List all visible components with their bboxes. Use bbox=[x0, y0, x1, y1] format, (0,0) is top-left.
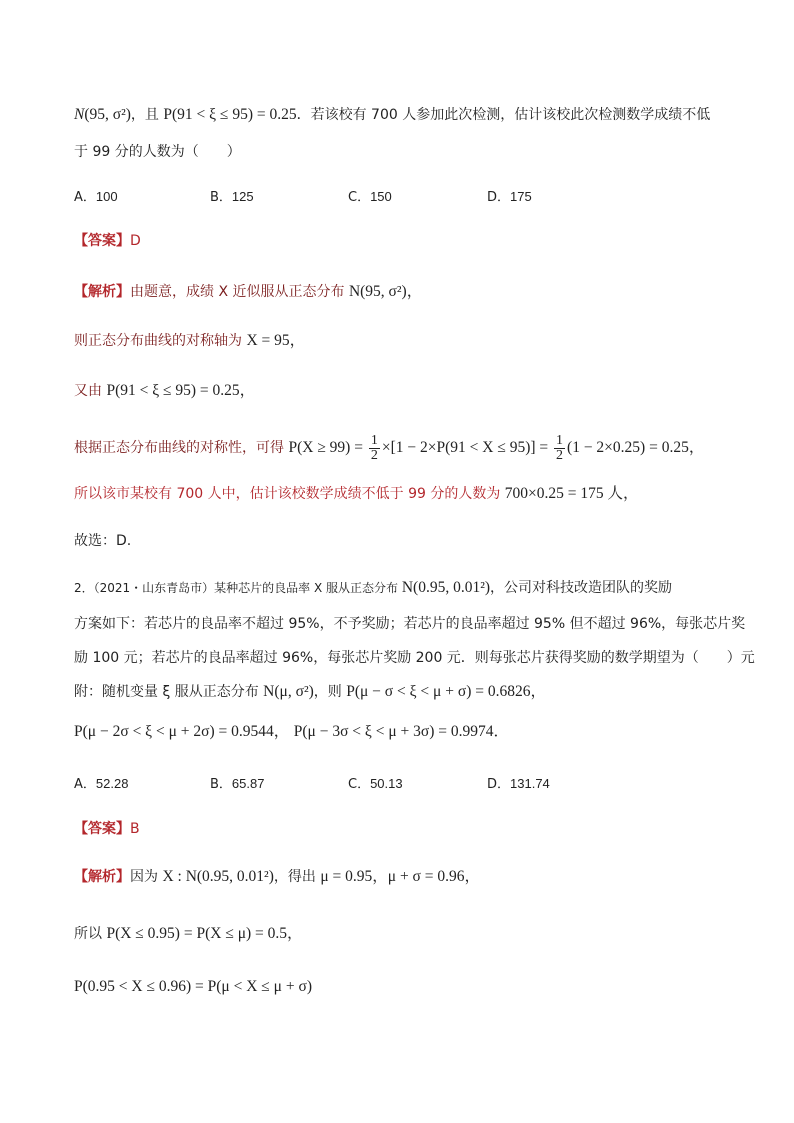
fraction-half-2: $\frac{1}{2}$ bbox=[556, 432, 564, 463]
analysis-tag: 【解析】 bbox=[74, 869, 130, 885]
q2-option-a: A．52.28 bbox=[74, 776, 129, 792]
q2-stem-line-5: P(μ − 2σ < ξ < μ + 2σ) = 0.9544， P(μ − 3σ < ξ < μ + 3σ) = 0.9974． bbox=[74, 723, 510, 740]
q1-stem-line-2: 于 99 分的人数为（ ） bbox=[74, 144, 241, 160]
fraction-half-1: $\frac{1}{2}$ bbox=[370, 432, 378, 463]
q1-dist-symbol: N bbox=[74, 106, 85, 123]
q2-stem-line-2: 方案如下：若芯片的良品率不超过 95%，不予奖励；若芯片的良品率超过 95% 但不超过 96%，每张芯片奖 bbox=[74, 616, 746, 632]
q1-option-c: C．150 bbox=[348, 189, 392, 205]
q1-conclusion: 故选：D. bbox=[74, 533, 132, 549]
answer-value: B bbox=[130, 821, 140, 837]
q2-stem-line-1: 2．（2021・山东青岛市）某种芯片的良品率 X 服从正态分布 N(0.95, 0.01²)，公司对科技改造团队的奖励 bbox=[74, 579, 673, 596]
q1-analysis-3: 又由 P(91 < ξ ≤ 95) = 0.25， bbox=[74, 382, 256, 399]
q2-option-d: D．131.74 bbox=[487, 776, 550, 792]
analysis-tag: 【解析】 bbox=[74, 284, 130, 300]
q2-option-b: B．65.87 bbox=[210, 776, 265, 792]
q2-stem-line-4: 附：随机变量 ξ 服从正态分布 N(μ, σ²)，则 P(μ − σ < ξ < μ + σ) = 0.6826， bbox=[74, 683, 546, 700]
q2-analysis-3: P(0.95 < X ≤ 0.96) = P(μ < X ≤ μ + σ) bbox=[74, 978, 312, 995]
q1-analysis-2: 则正态分布曲线的对称轴为 X = 95， bbox=[74, 332, 306, 349]
q1-option-d: D．175 bbox=[487, 189, 532, 205]
answer-tag: 【答案】 bbox=[74, 821, 130, 837]
q2-answer bbox=[74, 819, 140, 839]
q1-analysis-5: 所以该市某校有 700 人中，估计该校数学成绩不低于 99 分的人数为 700×0.25 = 175 人， bbox=[74, 485, 639, 502]
q2-stem-line-3: 励 100 元；若芯片的良品率超过 96%，每张芯片奖励 200 元．则每张芯片获得奖励的数学期望为（ ）元 bbox=[74, 650, 755, 666]
q1-stem-line-1: N(95, σ²)，且 P(91 < ξ ≤ 95) = 0.25．若该校有 700 人参加此次检测，估计该校此次检测数学成绩不低 bbox=[74, 106, 711, 123]
answer-value: D bbox=[130, 233, 141, 249]
q1-option-a: A．100 bbox=[74, 189, 118, 205]
q1-analysis-1: 【解析】由题意，成绩 X 近似服从正态分布 N(95, σ²)， bbox=[74, 283, 423, 300]
answer-tag: 【答案】 bbox=[74, 233, 130, 249]
q2-analysis-1: 【解析】因为 X : N(0.95, 0.01²)，得出 μ = 0.95，μ + σ = 0.96， bbox=[74, 868, 481, 885]
q1-option-b: B．125 bbox=[210, 189, 254, 205]
q1-dist-params: (95, σ²) bbox=[84, 106, 131, 123]
q1-answer bbox=[74, 231, 141, 251]
q2-analysis-2: 所以 P(X ≤ 0.95) = P(X ≤ μ) = 0.5， bbox=[74, 925, 303, 942]
q1-prob-expr: P(91 < ξ ≤ 95) = 0.25 bbox=[163, 106, 297, 123]
q1-analysis-4: 根据正态分布曲线的对称性，可得 P(X ≥ 99) = $\frac{1}{2}$ ×[1 − 2×P(91 < X ≤ 95)] = $\frac{1}{2}$ (1 − 2×0.25) = 0.25， bbox=[74, 432, 705, 463]
q2-option-c: C．50.13 bbox=[348, 776, 403, 792]
